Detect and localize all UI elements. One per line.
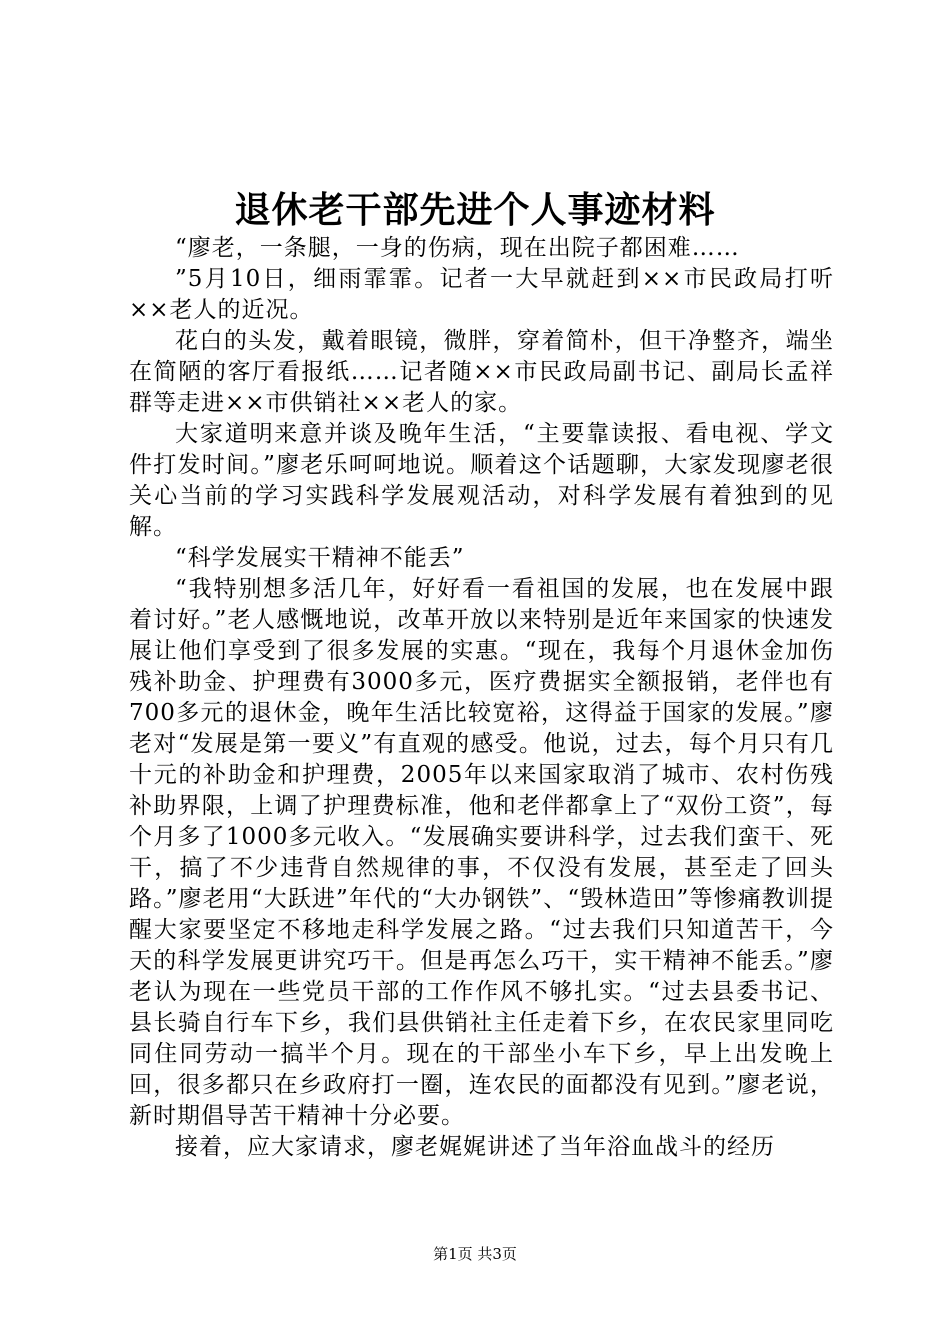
paragraph: “我特别想多活几年，好好看一看祖国的发展，也在发展中跟着讨好。”老人感慨地说，改革开放以来特别是近年来国家的快速发展让他们享受到了很多发展的实惠。“现在，我每个月退休金加伤残补助金、护理费有3000多元，医疗费据实全额报销，老伴也有700多元的退休金，晚年生活比较宽裕，这得益于国家的发展。”廖老对“发展是第一要义”有直观的感受。他说，过去，每个月只有几十元的补助金和护理费，2005年以来国家取消了城市、农村伤残补助界限，上调了护理费标准，他和老伴都拿上了“双份工资”，每个月多了1000多元收入。“发展确实要讲科学，过去我们蛮干、死干，搞了不少违背自然规律的事，不仅没有发展，甚至走了回头路。”廖老用“大跃进”年代的“大办钢铁”、“毁林造田”等惨痛教训提醒大家要坚定不移地走科学发展之路。“过去我们只知道苦干，今天的科学发展更讲究巧干。但是再怎么巧干，实干精神不能丢。”廖老认为现在一些党员干部的工作作风不够扎实。“过去县委书记、县长骑自行车下乡，我们县供销社主任走着下乡，在农民家里同吃同住同劳动一搞半个月。现在的干部坐小车下乡，早上出发晚上回，很多都只在乡政府打一圈，连农民的面都没有见到。”廖老说，新时期倡导苦干精神十分必要。 bbox=[129, 576, 834, 1129]
document-title: 退休老干部先进个人事迹材料 bbox=[234, 189, 716, 231]
paragraph: “廖老，一条腿，一身的伤病，现在出院子都困难…… bbox=[175, 235, 740, 261]
paragraph: 接着，应大家请求，廖老娓娓讲述了当年浴血战斗的经历 bbox=[175, 1134, 775, 1160]
page-number-footer: 第1页 共3页 bbox=[433, 1245, 517, 1263]
paragraph: “科学发展实干精神不能丢” bbox=[175, 545, 465, 571]
paragraph: 花白的头发，戴着眼镜，微胖，穿着简朴，但干净整齐，端坐在简陋的客厅看报纸……记者随××市民政局副书记、副局长孟祥群等走进××市供销社××老人的家。 bbox=[129, 328, 834, 416]
paragraph: ”5月10日，细雨霏霏。记者一大早就赶到××市民政局打听××老人的近况。 bbox=[129, 266, 834, 323]
document-body bbox=[129, 233, 834, 1163]
paragraph: 大家道明来意并谈及晚年生活，“主要靠读报、看电视、学文件打发时间。”廖老乐呵呵地说。顺着这个话题聊，大家发现廖老很关心当前的学习实践科学发展观活动，对科学发展有着独到的见解。 bbox=[129, 421, 834, 540]
